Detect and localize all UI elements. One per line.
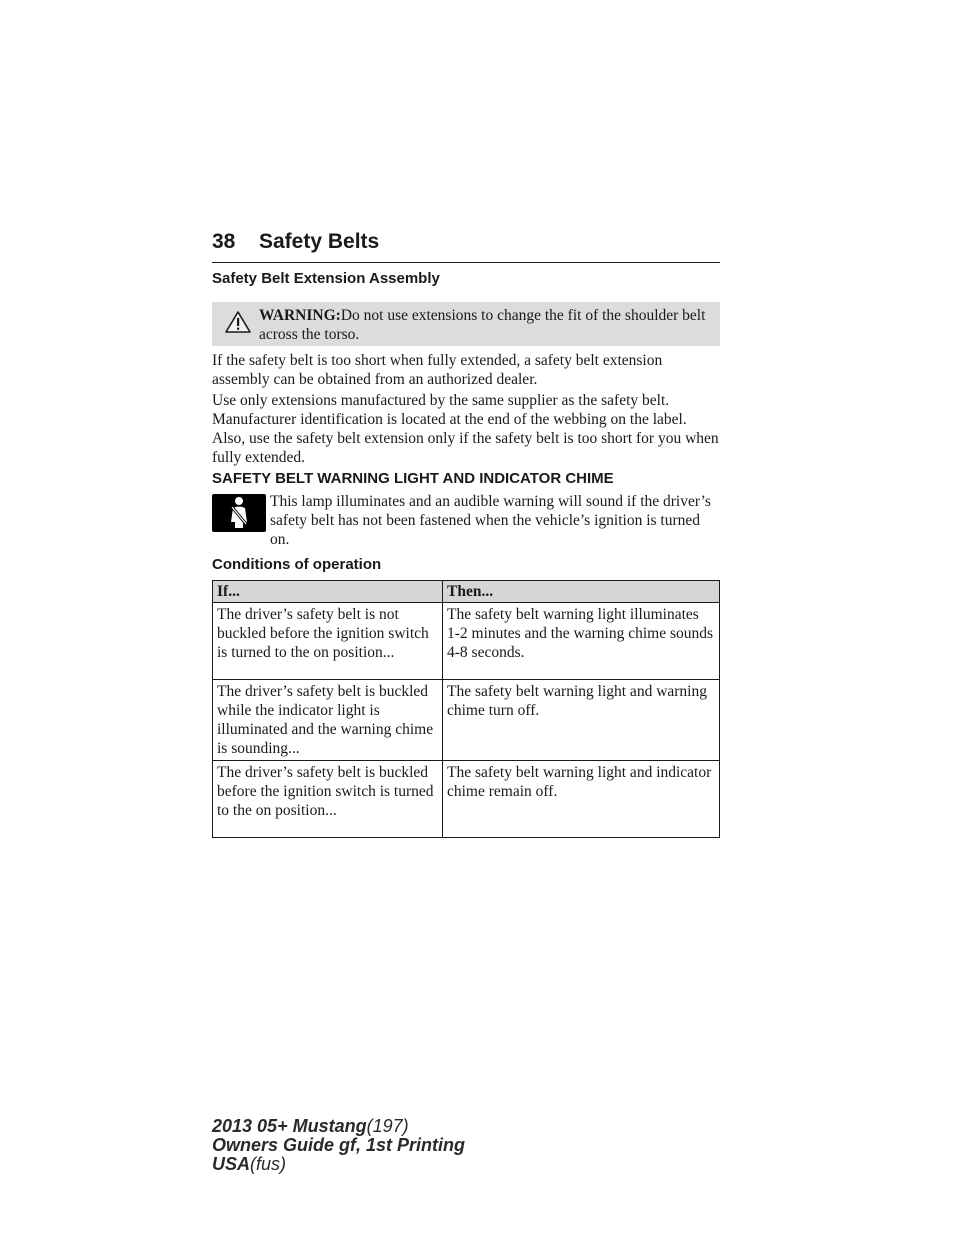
print-footer	[212, 1117, 465, 1174]
table-row	[213, 680, 720, 761]
table-cell-condition: The driver’s safety belt is buckled before the ignition switch is turned to the on position...	[213, 761, 443, 838]
column-header-then: Then...	[443, 581, 720, 603]
warning-text	[259, 306, 709, 344]
extension-heading: Safety Belt Extension Assembly	[212, 270, 440, 287]
warning-light-heading: SAFETY BELT WARNING LIGHT AND INDICATOR CHIME	[212, 470, 614, 487]
table-cell-result: The safety belt warning light and indicator chime remain off.	[443, 761, 720, 838]
warning-message: Do not use extensions to change the fit of the shoulder belt across the torso.	[259, 307, 706, 343]
table-header-row	[213, 581, 720, 603]
footer-line-2: Owners Guide gf, 1st Printing	[212, 1135, 466, 1155]
footer-line-1: 2013 05+ Mustang(197)	[212, 1116, 409, 1136]
warning-triangle-icon	[225, 310, 251, 334]
warning-box	[212, 302, 720, 346]
table-row	[213, 603, 720, 680]
table-cell-result: The safety belt warning light and warning chime turn off.	[443, 680, 720, 761]
conditions-table	[212, 580, 720, 838]
warning-label: WARNING:	[259, 307, 341, 324]
seatbelt-warning-icon	[212, 494, 266, 532]
page-header	[212, 228, 720, 263]
footer-line-3: USA(fus)	[212, 1154, 287, 1174]
page-number: 38	[212, 230, 236, 253]
extension-paragraph-1: If the safety belt is too short when fully extended, a safety belt extension assembly can be obtained from an authorized dealer.	[212, 352, 663, 388]
table-cell-condition: The driver’s safety belt is not buckled before the ignition switch is turned to the on position...	[213, 603, 443, 680]
table-cell-result: The safety belt warning light illuminates 1-2 minutes and the warning chime sounds 4-8 seconds.	[443, 603, 720, 680]
table-cell-condition: The driver’s safety belt is buckled while the indicator light is illuminated and the warning chime is sounding...	[213, 680, 443, 761]
chapter-title: Safety Belts	[259, 230, 380, 253]
extension-paragraph-2: Use only extensions manufactured by the same supplier as the safety belt. Manufacturer identification is located at the end of the webbing on the label. Also, use the safety belt extension only if the safety belt is too short for you when fully extended.	[212, 392, 719, 466]
table-row	[213, 761, 720, 838]
conditions-heading: Conditions of operation	[212, 556, 382, 573]
column-header-if: If...	[213, 581, 443, 603]
warning-light-text: This lamp illuminates and an audible warning will sound if the driver’s safety belt has not been fastened when the vehicle’s ignition is turned on.	[270, 493, 711, 548]
